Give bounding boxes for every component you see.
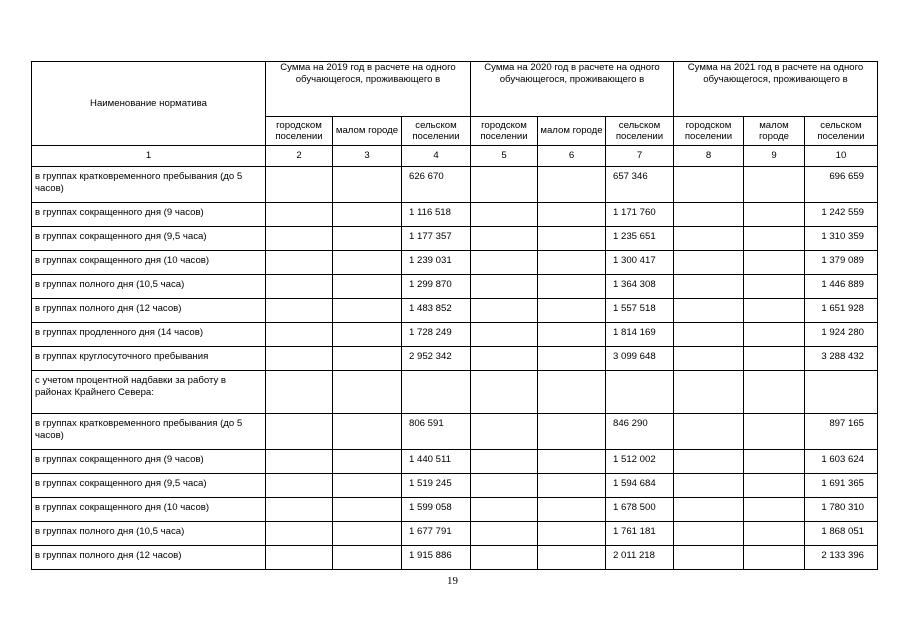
cell-2020-small-town: [538, 498, 606, 522]
cell-2019-small-town: [333, 371, 402, 414]
cell-2020-rural: 1 300 417: [606, 251, 674, 275]
cell-2019-small-town: [333, 203, 402, 227]
cell-2019-urban: [266, 498, 333, 522]
cell-2020-rural: 1 814 169: [606, 323, 674, 347]
cell-2020-small-town: [538, 414, 606, 450]
cell-2019-small-town: [333, 347, 402, 371]
subheader-urban: городском поселении: [471, 117, 538, 146]
cell-2019-rural: 1 440 511: [402, 450, 471, 474]
row-name: в группах полного дня (10,5 часа): [32, 522, 266, 546]
cell-2019-urban: [266, 347, 333, 371]
period-header-2019: Сумма на 2019 год в расчете на одного обучающегося, проживающего в: [266, 62, 471, 117]
row-name: в группах сокращенного дня (10 часов): [32, 251, 266, 275]
cell-2019-small-town: [333, 167, 402, 203]
cell-2021-rural: 1 924 280: [805, 323, 878, 347]
cell-2020-urban: [471, 227, 538, 251]
cell-2021-small-town: [744, 347, 805, 371]
row-name: в группах сокращенного дня (9 часов): [32, 203, 266, 227]
cell-2021-rural: 1 691 365: [805, 474, 878, 498]
cell-2021-rural: 1 780 310: [805, 498, 878, 522]
column-number: 6: [538, 146, 606, 167]
cell-2021-small-town: [744, 522, 805, 546]
cell-2019-urban: [266, 167, 333, 203]
cell-2019-rural: 1 483 852: [402, 299, 471, 323]
cell-2020-small-town: [538, 299, 606, 323]
table-row: [32, 371, 878, 414]
cell-2019-small-town: [333, 323, 402, 347]
cell-2019-urban: [266, 474, 333, 498]
cell-2019-rural: 1 728 249: [402, 323, 471, 347]
row-name: в группах кратковременного пребывания (до 5 часов): [32, 167, 266, 203]
cell-2020-urban: [471, 323, 538, 347]
cell-2021-urban: [674, 203, 744, 227]
row-name: в группах кратковременного пребывания (до 5 часов): [32, 414, 266, 450]
cell-2019-rural: 1 239 031: [402, 251, 471, 275]
cell-2019-urban: [266, 251, 333, 275]
table-row: [32, 251, 878, 275]
column-number: 10: [805, 146, 878, 167]
table-row: [32, 227, 878, 251]
row-name: в группах полного дня (12 часов): [32, 546, 266, 570]
cell-2019-rural: 806 591: [402, 414, 471, 450]
cell-2021-small-town: [744, 474, 805, 498]
cell-2020-urban: [471, 474, 538, 498]
cell-2020-rural: 1 171 760: [606, 203, 674, 227]
subheader-rural: сельском поселении: [805, 117, 878, 146]
cell-2019-urban: [266, 522, 333, 546]
cell-2020-rural: 1 364 308: [606, 275, 674, 299]
cell-2019-small-town: [333, 546, 402, 570]
cell-2021-small-town: [744, 227, 805, 251]
column-number: 1: [32, 146, 266, 167]
column-number: 9: [744, 146, 805, 167]
cell-2020-urban: [471, 299, 538, 323]
cell-2019-small-town: [333, 275, 402, 299]
subheader-rural: сельском поселении: [606, 117, 674, 146]
cell-2021-rural: 897 165: [805, 414, 878, 450]
cell-2021-small-town: [744, 371, 805, 414]
cell-2021-urban: [674, 167, 744, 203]
row-name: в группах полного дня (10,5 часа): [32, 275, 266, 299]
cell-2019-rural: 1 299 870: [402, 275, 471, 299]
cell-2021-rural: 1 446 889: [805, 275, 878, 299]
cell-2020-rural: 846 290: [606, 414, 674, 450]
cell-2019-urban: [266, 546, 333, 570]
cell-2020-small-town: [538, 227, 606, 251]
cell-2020-urban: [471, 251, 538, 275]
cell-2020-rural: 2 011 218: [606, 546, 674, 570]
cell-2021-urban: [674, 522, 744, 546]
subheader-small-town: малом городе: [744, 117, 805, 146]
cell-2020-urban: [471, 414, 538, 450]
subheader-small-town: малом городе: [333, 117, 402, 146]
column-number: 4: [402, 146, 471, 167]
subheader-rural: сельском поселении: [402, 117, 471, 146]
cell-2020-rural: 1 235 651: [606, 227, 674, 251]
table-row: [32, 203, 878, 227]
cell-2021-rural: 3 288 432: [805, 347, 878, 371]
cell-2020-small-town: [538, 546, 606, 570]
table-row: [32, 347, 878, 371]
cell-2019-urban: [266, 299, 333, 323]
cell-2019-small-town: [333, 299, 402, 323]
cell-2021-small-town: [744, 299, 805, 323]
norms-table: [31, 61, 878, 570]
cell-2019-rural: 1 677 791: [402, 522, 471, 546]
table-row: [32, 275, 878, 299]
column-number: 2: [266, 146, 333, 167]
table-row: [32, 414, 878, 450]
cell-2020-small-town: [538, 323, 606, 347]
cell-2021-urban: [674, 546, 744, 570]
cell-2021-rural: 1 651 928: [805, 299, 878, 323]
cell-2019-rural: 1 519 245: [402, 474, 471, 498]
cell-2020-urban: [471, 546, 538, 570]
row-name: с учетом процентной надбавки за работу в районах Крайнего Севера:: [32, 371, 266, 414]
cell-2020-rural: [606, 371, 674, 414]
cell-2020-small-town: [538, 347, 606, 371]
subheader-urban: городском поселении: [266, 117, 333, 146]
cell-2019-small-town: [333, 227, 402, 251]
cell-2020-small-town: [538, 203, 606, 227]
cell-2021-urban: [674, 227, 744, 251]
period-header-2021: Сумма на 2021 год в расчете на одного обучающегося, проживающего в: [674, 62, 878, 117]
cell-2021-rural: 1 379 089: [805, 251, 878, 275]
cell-2021-urban: [674, 275, 744, 299]
cell-2020-urban: [471, 522, 538, 546]
cell-2021-small-town: [744, 203, 805, 227]
table-row: [32, 450, 878, 474]
column-number: 5: [471, 146, 538, 167]
cell-2021-rural: 696 659: [805, 167, 878, 203]
cell-2020-rural: 657 346: [606, 167, 674, 203]
table-body: [32, 167, 878, 570]
cell-2021-small-town: [744, 450, 805, 474]
cell-2019-small-town: [333, 450, 402, 474]
column-number: 3: [333, 146, 402, 167]
row-name: в группах сокращенного дня (9 часов): [32, 450, 266, 474]
cell-2019-urban: [266, 371, 333, 414]
row-name: в группах сокращенного дня (9,5 часа): [32, 227, 266, 251]
cell-2021-urban: [674, 414, 744, 450]
cell-2019-rural: 1 915 886: [402, 546, 471, 570]
cell-2019-urban: [266, 414, 333, 450]
cell-2021-rural: 1 868 051: [805, 522, 878, 546]
cell-2019-small-town: [333, 414, 402, 450]
cell-2021-urban: [674, 498, 744, 522]
cell-2019-urban: [266, 227, 333, 251]
table-row: [32, 323, 878, 347]
cell-2020-small-town: [538, 474, 606, 498]
cell-2021-small-town: [744, 546, 805, 570]
cell-2021-rural: 1 242 559: [805, 203, 878, 227]
cell-2021-urban: [674, 450, 744, 474]
row-name: в группах продленного дня (14 часов): [32, 323, 266, 347]
cell-2020-small-town: [538, 522, 606, 546]
cell-2019-urban: [266, 203, 333, 227]
cell-2021-small-town: [744, 251, 805, 275]
cell-2019-small-town: [333, 522, 402, 546]
name-column-header: Наименование норматива: [32, 62, 266, 146]
cell-2020-rural: 3 099 648: [606, 347, 674, 371]
cell-2020-urban: [471, 203, 538, 227]
table-row: [32, 474, 878, 498]
cell-2021-small-town: [744, 414, 805, 450]
row-name: в группах сокращенного дня (9,5 часа): [32, 474, 266, 498]
table-row: [32, 498, 878, 522]
cell-2020-small-town: [538, 450, 606, 474]
cell-2021-urban: [674, 347, 744, 371]
cell-2020-urban: [471, 167, 538, 203]
cell-2019-urban: [266, 450, 333, 474]
cell-2021-rural: 2 133 396: [805, 546, 878, 570]
cell-2020-urban: [471, 347, 538, 371]
table-row: [32, 546, 878, 570]
page-number: 19: [447, 575, 458, 587]
cell-2019-small-town: [333, 498, 402, 522]
cell-2021-urban: [674, 251, 744, 275]
cell-2021-rural: 1 603 624: [805, 450, 878, 474]
cell-2020-small-town: [538, 275, 606, 299]
cell-2020-rural: 1 761 181: [606, 522, 674, 546]
cell-2019-urban: [266, 323, 333, 347]
cell-2019-rural: 1 599 058: [402, 498, 471, 522]
cell-2019-rural: 2 952 342: [402, 347, 471, 371]
cell-2021-urban: [674, 323, 744, 347]
cell-2021-small-town: [744, 167, 805, 203]
cell-2021-rural: [805, 371, 878, 414]
table-row: [32, 522, 878, 546]
cell-2020-rural: 1 678 500: [606, 498, 674, 522]
period-header-2020: Сумма на 2020 год в расчете на одного обучающегося, проживающего в: [471, 62, 674, 117]
cell-2020-rural: 1 512 002: [606, 450, 674, 474]
row-name: в группах круглосуточного пребывания: [32, 347, 266, 371]
cell-2021-small-town: [744, 275, 805, 299]
cell-2021-urban: [674, 299, 744, 323]
cell-2021-small-town: [744, 498, 805, 522]
cell-2020-urban: [471, 450, 538, 474]
row-name: в группах полного дня (12 часов): [32, 299, 266, 323]
subheader-urban: городском поселении: [674, 117, 744, 146]
cell-2021-urban: [674, 474, 744, 498]
cell-2021-small-town: [744, 323, 805, 347]
cell-2020-rural: 1 557 518: [606, 299, 674, 323]
cell-2019-rural: [402, 371, 471, 414]
cell-2019-rural: 1 116 518: [402, 203, 471, 227]
table-row: [32, 167, 878, 203]
cell-2020-urban: [471, 371, 538, 414]
cell-2020-urban: [471, 498, 538, 522]
cell-2020-small-town: [538, 371, 606, 414]
cell-2019-rural: 626 670: [402, 167, 471, 203]
cell-2019-urban: [266, 275, 333, 299]
cell-2019-rural: 1 177 357: [402, 227, 471, 251]
cell-2019-small-town: [333, 251, 402, 275]
cell-2020-rural: 1 594 684: [606, 474, 674, 498]
table-row: [32, 299, 878, 323]
cell-2020-small-town: [538, 167, 606, 203]
cell-2021-rural: 1 310 359: [805, 227, 878, 251]
column-number: 8: [674, 146, 744, 167]
subheader-small-town: малом городе: [538, 117, 606, 146]
cell-2021-urban: [674, 371, 744, 414]
cell-2020-urban: [471, 275, 538, 299]
row-name: в группах сокращенного дня (10 часов): [32, 498, 266, 522]
cell-2020-small-town: [538, 251, 606, 275]
cell-2019-small-town: [333, 474, 402, 498]
column-number: 7: [606, 146, 674, 167]
